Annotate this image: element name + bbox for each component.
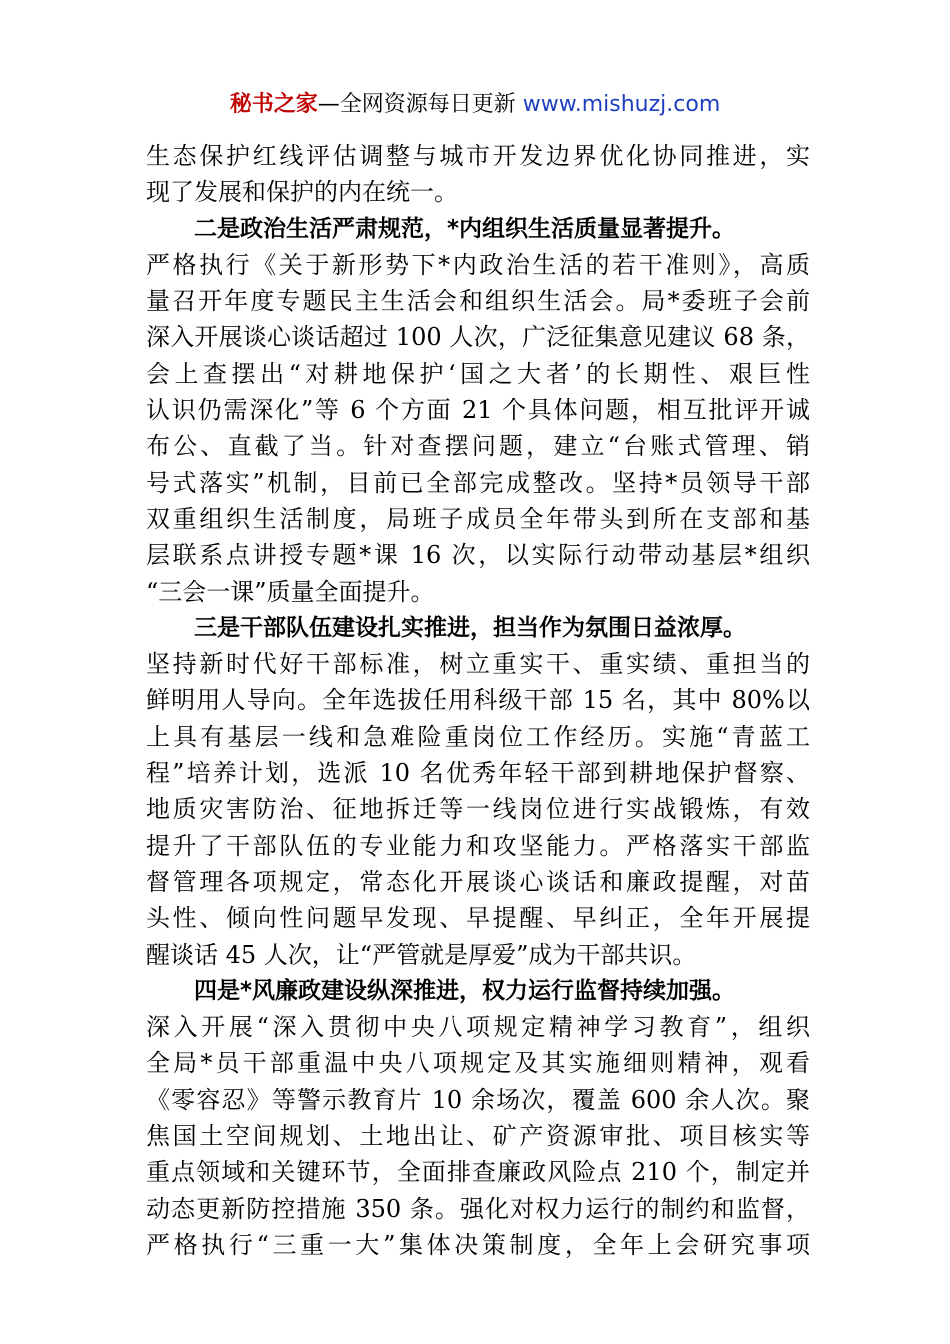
body-line: 量召开年度专题民主生活会和组织生活会。局*委班子会前 xyxy=(146,287,810,316)
body-line: 深入开展谈心谈话超过 100 人次，广泛征集意见建议 68 条， xyxy=(146,323,810,352)
body-line: 布公、直截了当。针对查摆问题，建立“台账式管理、销 xyxy=(146,432,810,461)
body-line: 全局*员干部重温中央八项规定及其实施细则精神，观看 xyxy=(146,1049,810,1078)
body-line: 焦国土空间规划、土地出让、矿产资源审批、项目核实等 xyxy=(146,1122,810,1151)
body-line: “三会一课”质量全面提升。 xyxy=(146,577,435,606)
body-line: 生态保护红线评估调整与城市开发边界优化协同推进，实 xyxy=(146,142,810,170)
body-line: 会上查摆出“对耕地保护‘国之大者’的长期性、艰巨性 xyxy=(146,359,810,388)
header-site-link[interactable]: www.mishuzj.com xyxy=(522,92,721,117)
body-line: 程”培养计划，选派 10 名优秀年轻干部到耕地保护督察、 xyxy=(146,759,810,788)
body-line: 醒谈话 45 人次，让“严管就是厚爱”成为干部共识。 xyxy=(146,940,697,969)
body-line: 地质灾害防治、征地拆迁等一线岗位进行实战锻炼，有效 xyxy=(146,795,810,824)
body-line: 鲜明用人导向。全年选拔任用科级干部 15 名，其中 80%以 xyxy=(146,686,810,715)
body-line: 上具有基层一线和急难险重岗位工作经历。实施“青蓝工 xyxy=(146,722,810,751)
body-line: 严格执行《关于新形势下*内政治生活的若干准则》，高质 xyxy=(146,250,810,279)
body-line: 坚持新时代好干部标准，树立重实干、重实绩、重担当的 xyxy=(146,650,810,679)
section-heading-4: 四是*风廉政建设纵深推进，权力运行监督持续加强。 xyxy=(194,977,736,1004)
body-line: 重点领域和关键环节，全面排查廉政风险点 210 个，制定并 xyxy=(146,1158,810,1187)
body-line: 头性、倾向性问题早发现、早提醒、早纠正，全年开展提 xyxy=(146,904,810,933)
body-line: 严格执行“三重一大”集体决策制度，全年上会研究事项 xyxy=(146,1230,810,1259)
body-line: 现了发展和保护的内在统一。 xyxy=(146,178,458,207)
body-line: 督管理各项规定，常态化开展谈心谈话和廉政提醒，对苗 xyxy=(146,867,810,896)
body-line: 号式落实”机制，目前已全部完成整改。坚持*员领导干部 xyxy=(146,468,810,497)
body-line: 提升了干部队伍的专业能力和攻坚能力。严格落实干部监 xyxy=(146,831,810,860)
page-header xyxy=(0,88,950,122)
body-line: 动态更新防控措施 350 条。强化对权力运行的制约和监督， xyxy=(146,1194,810,1223)
body-line: 层联系点讲授专题*课 16 次，以实际行动带动基层*组织 xyxy=(146,541,810,570)
header-tagline: —全网资源每日更新 xyxy=(317,92,523,117)
body-line: 双重组织生活制度，局班子成员全年带头到所在支部和基 xyxy=(146,504,810,533)
header-brand: 秘书之家 xyxy=(229,92,318,117)
body-line: 深入开展“深入贯彻中央八项规定精神学习教育”，组织 xyxy=(146,1013,810,1042)
section-heading-2: 二是政治生活严肃规范，*内组织生活质量显著提升。 xyxy=(194,215,736,242)
document-body xyxy=(146,138,810,1263)
section-heading-3: 三是干部队伍建设扎实推进，担当作为氛围日益浓厚。 xyxy=(194,614,746,641)
body-line: 《零容忍》等警示教育片 10 余场次，覆盖 600 余人次。聚 xyxy=(146,1085,810,1114)
body-line: 认识仍需深化”等 6 个方面 21 个具体问题，相互批评开诚 xyxy=(146,396,810,425)
